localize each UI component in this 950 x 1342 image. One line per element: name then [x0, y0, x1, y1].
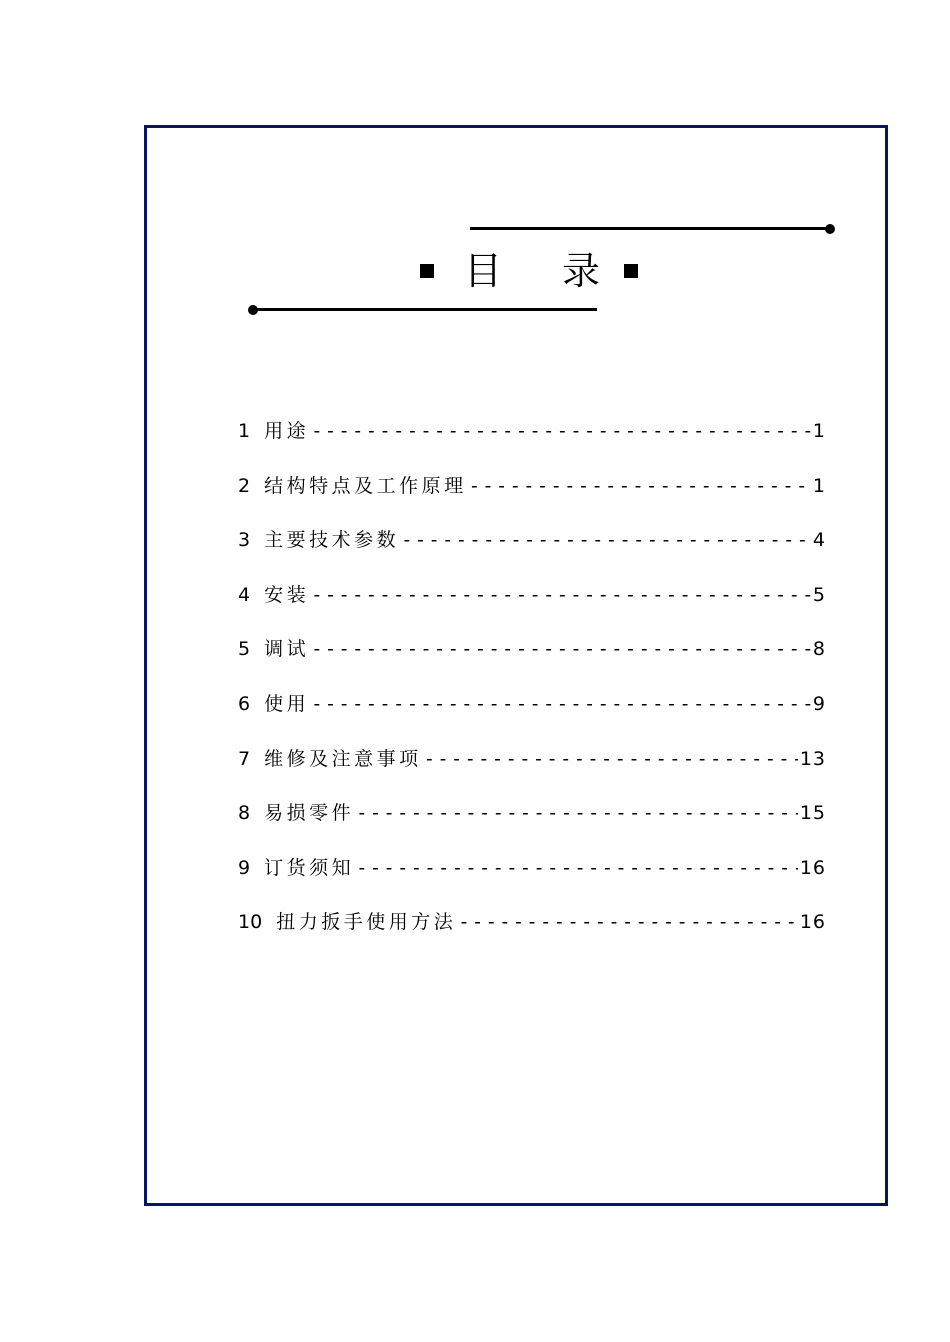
square-bullet-icon — [420, 264, 434, 278]
toc-entry[interactable] — [238, 798, 826, 853]
toc-number: 10 — [238, 911, 263, 934]
dot-leader — [356, 857, 798, 879]
page-title — [420, 246, 638, 296]
toc-number: 7 — [238, 747, 251, 770]
title-char-2: 录 — [562, 249, 601, 293]
toc-label: 扭力扳手使用方法 — [276, 911, 457, 934]
toc-page-number: 13 — [799, 747, 826, 770]
toc-label: 使用 — [264, 692, 310, 715]
toc-number: 9 — [238, 856, 251, 879]
title-char-1: 目 — [464, 249, 503, 293]
toc-page-number: 1 — [812, 474, 826, 497]
toc-entry[interactable] — [238, 471, 826, 526]
table-of-contents — [238, 416, 826, 962]
toc-page-number: 5 — [812, 583, 826, 606]
toc-page-number: 15 — [799, 802, 826, 825]
decorative-rule-top — [470, 227, 830, 230]
toc-entry[interactable] — [238, 525, 826, 580]
toc-label: 订货须知 — [264, 856, 355, 879]
toc-number: 4 — [238, 583, 251, 606]
dot-leader — [469, 475, 811, 497]
toc-number: 6 — [238, 692, 251, 715]
decorative-dot-bottom — [248, 305, 258, 315]
toc-entry[interactable] — [238, 580, 826, 635]
toc-entry[interactable] — [238, 744, 826, 799]
toc-label: 安装 — [264, 583, 310, 606]
dot-leader — [311, 584, 811, 606]
toc-number: 2 — [238, 474, 251, 497]
decorative-rule-bottom — [253, 308, 597, 311]
dot-leader — [311, 638, 811, 660]
toc-label: 调试 — [264, 638, 310, 661]
dot-leader — [311, 693, 811, 715]
toc-entry[interactable] — [238, 416, 826, 471]
toc-number: 8 — [238, 802, 251, 825]
dot-leader — [401, 529, 811, 551]
toc-entry[interactable] — [238, 689, 826, 744]
toc-label: 维修及注意事项 — [264, 747, 422, 770]
toc-number: 5 — [238, 638, 251, 661]
toc-label: 易损零件 — [264, 802, 355, 825]
dot-leader — [311, 420, 811, 442]
toc-page-number: 16 — [799, 911, 826, 934]
toc-page-number: 8 — [812, 638, 826, 661]
decorative-dot-top — [825, 224, 835, 234]
toc-entry[interactable] — [238, 853, 826, 908]
toc-label: 结构特点及工作原理 — [264, 474, 467, 497]
toc-number: 1 — [238, 420, 251, 442]
toc-label: 用途 — [264, 420, 310, 442]
toc-number: 3 — [238, 529, 251, 552]
square-bullet-icon — [624, 264, 638, 278]
toc-page-number: 1 — [812, 420, 826, 442]
toc-page-number: 16 — [799, 856, 826, 879]
toc-label: 主要技术参数 — [264, 529, 400, 552]
toc-page-number: 9 — [812, 692, 826, 715]
toc-page-number: 4 — [812, 529, 826, 552]
dot-leader — [356, 802, 798, 824]
dot-leader — [424, 748, 798, 770]
toc-entry[interactable] — [238, 907, 826, 962]
toc-entry[interactable] — [238, 634, 826, 689]
dot-leader — [458, 911, 798, 933]
